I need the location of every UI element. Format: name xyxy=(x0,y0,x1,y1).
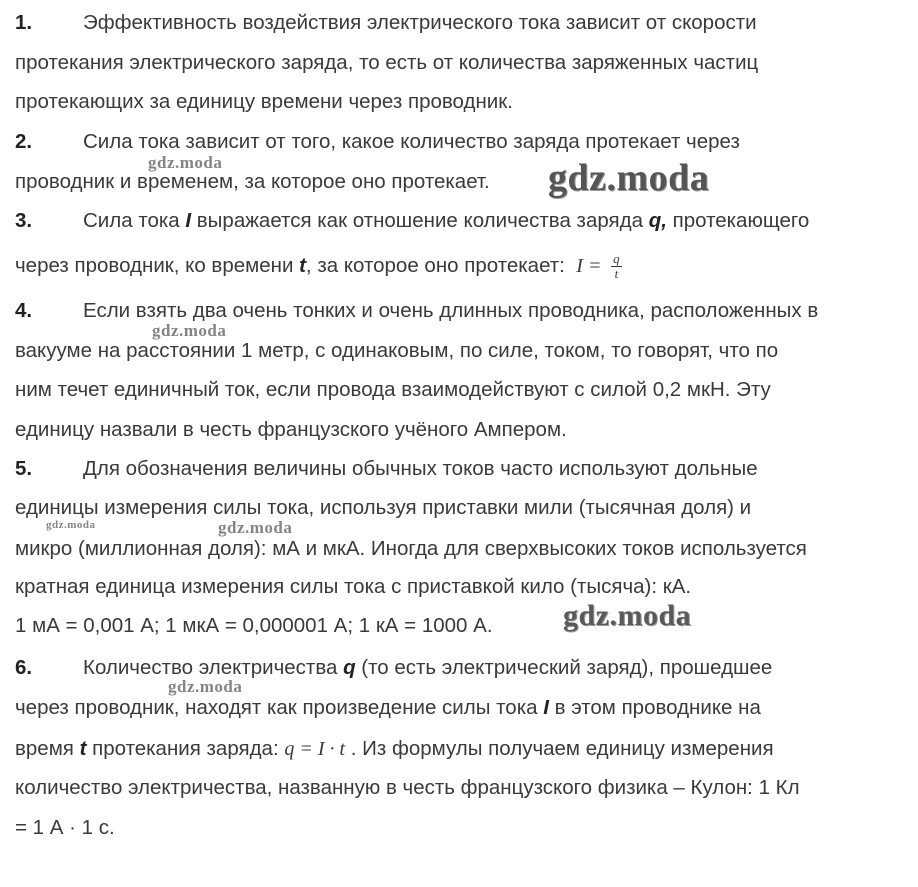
item-6-line-2 xyxy=(15,696,761,720)
current-formula-lhs: I = xyxy=(576,254,602,277)
item-5-line-3: микро (миллионная доля): мА и мкА. Иногда для сверхвысоких токов используется xyxy=(15,537,807,560)
charge-symbol: q, xyxy=(648,209,667,232)
item-1-text: Эффективность воздействия электрического тока зависит от скорости xyxy=(83,11,757,34)
item-5-line-2: единицы измерения силы тока, используя приставки мили (тысячная доля) и xyxy=(15,496,752,519)
item-3-line-2 xyxy=(15,252,622,281)
fraction-numerator: q xyxy=(613,251,620,266)
item-4-line-2: вакууме на расстоянии 1 метр, с одинаковым, по силе, током, то говорят, что по xyxy=(15,339,779,362)
charge-symbol-2: q xyxy=(343,656,356,679)
current-formula-fraction xyxy=(611,252,622,281)
item-3-text-e: , за которое оно протекает: xyxy=(305,253,565,277)
item-2-line-2: проводник и временем, за которое оно протекает. xyxy=(15,170,490,193)
item-6-line-3 xyxy=(15,737,774,761)
watermark-4: gdz.moda xyxy=(46,519,96,531)
item-3-text-c: протекающего xyxy=(666,209,810,232)
item-6-text-d: в этом проводнике на xyxy=(548,696,761,719)
item-6-text-f: протекания заряда: xyxy=(86,737,279,760)
current-symbol: I xyxy=(185,209,192,232)
item-6-line-4: количество электричества, названную в честь французского физика – Кулон: 1 Кл xyxy=(15,776,800,799)
watermark-5: gdz.moda xyxy=(218,518,293,537)
fraction-denominator: t xyxy=(614,266,619,281)
item-1-line-1 xyxy=(15,11,757,35)
charge-formula: q = I · t xyxy=(284,738,346,760)
item-6-text-c: через проводник, находят как произведение силы тока xyxy=(15,696,544,719)
item-4-text: Если взять два очень тонких и очень длинных проводника, расположенных в xyxy=(83,299,819,322)
item-1-line-2: протекания электрического заряда, то есть от количества заряженных частиц xyxy=(15,51,759,74)
item-6-text-b: (то есть электрический заряд), прошедшее xyxy=(355,656,773,679)
item-3-number: 3. xyxy=(15,209,33,232)
item-3-text-d: через проводник, ко времени xyxy=(15,253,300,277)
item-5-number: 5. xyxy=(15,457,33,480)
item-4-line-1 xyxy=(15,299,818,323)
item-5-line-5: 1 мА = 0,001 А; 1 мкА = 0,000001 А; 1 кА = 1000 А. xyxy=(15,614,493,637)
time-symbol-2: t xyxy=(79,737,87,760)
item-6-text-e: время xyxy=(15,737,80,760)
item-5-text: Для обозначения величины обычных токов часто используют дольные xyxy=(83,457,758,480)
watermark-3: gdz.moda xyxy=(152,321,227,340)
item-6-text-a: Количество электричества xyxy=(83,656,344,679)
item-6-line-1 xyxy=(15,656,772,680)
item-3-text-b: выражается как отношение количества заряда xyxy=(191,209,649,232)
item-1-number: 1. xyxy=(15,11,33,34)
item-5-line-1 xyxy=(15,457,758,481)
item-4-line-4: единицу назвали в честь французского учёного Ампером. xyxy=(15,418,567,441)
item-2-line-1 xyxy=(15,130,740,154)
current-symbol-2: I xyxy=(543,696,549,719)
item-4-line-3: ним течет единичный ток, если провода взаимодействуют с силой 0,2 мкН. Эту xyxy=(15,378,771,401)
item-2-number: 2. xyxy=(15,130,33,153)
item-2-text: Сила тока зависит от того, какое количество заряда протекает через xyxy=(83,130,740,153)
item-6-number: 6. xyxy=(15,656,33,679)
item-6-line-5: = 1 А · 1 с. xyxy=(15,816,115,839)
item-6-text-g: . Из формулы получаем единицу измерения xyxy=(350,737,774,760)
time-symbol: t xyxy=(299,253,306,277)
watermark-7: gdz.moda xyxy=(168,677,243,696)
item-4-number: 4. xyxy=(15,299,33,322)
watermark-2: gdz.moda xyxy=(548,157,710,199)
watermark-6: gdz.moda xyxy=(563,599,692,632)
item-5-line-4: кратная единица измерения силы тока с приставкой кило (тысяча): кА. xyxy=(15,575,692,598)
item-1-line-3: протекающих за единицу времени через проводник. xyxy=(15,90,513,113)
watermark-1: gdz.moda xyxy=(148,153,223,172)
item-3-text-a: Сила тока xyxy=(83,209,186,232)
item-3-line-1 xyxy=(15,209,809,233)
